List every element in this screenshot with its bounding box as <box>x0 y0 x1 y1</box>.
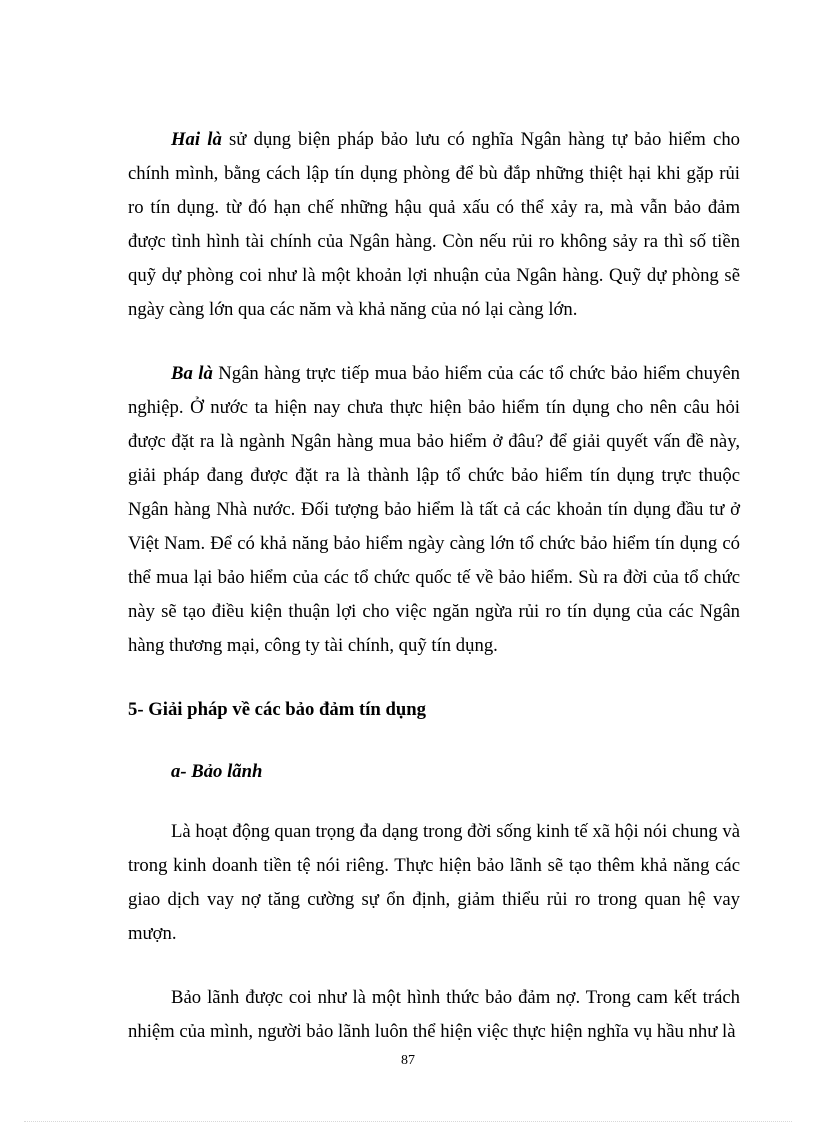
paragraph-bao-lanh-def <box>128 981 740 1049</box>
paragraph-body: Bảo lãnh được coi như là một hình thức bảo đảm nợ. Trong cam kết trách nhiệm của mình, người bảo lãnh luôn thể hiện việc thực hiện nghĩa vụ hầu như là <box>128 987 740 1042</box>
paragraph-body: Ngân hàng trực tiếp mua bảo hiểm của các tổ chức bảo hiểm chuyên nghiệp. Ở nước ta hiện nay chưa thực hiện bảo hiểm tín dụng cho nên câu hỏi được đặt ra là ngành Ngân hàng mua bảo hiểm ở đâu? để giải quyết vấn đề này, giải pháp đang được đặt ra là thành lập tổ chức bảo hiểm tín dụng trực thuộc Ngân hàng Nhà nước. Đối tượng bảo hiểm là tất cả các khoản tín dụng đầu tư ở Việt Nam. Để có khả năng bảo hiểm ngày càng lớn tổ chức bảo hiểm tín dụng có thể mua lại bảo hiểm của các tổ chức quốc tế về bảo hiểm. Sù ra đời của tổ chức này sẽ tạo điều kiện thuận lợi cho việc ngăn ngừa rủi ro tín dụng của các Ngân hàng thương mại, công ty tài chính, quỹ tín dụng. <box>128 363 740 656</box>
paragraph-lead: Hai là <box>171 129 222 150</box>
section-heading: 5- Giải pháp về các bảo đảm tín dụng <box>128 699 427 720</box>
page-edge-divider <box>24 1121 792 1122</box>
paragraph-ba-la <box>128 357 740 663</box>
paragraph-body: sử dụng biện pháp bảo lưu có nghĩa Ngân hàng tự bảo hiểm cho chính mình, bằng cách lập tín dụng phòng để bù đắp những thiệt hại khi gặp rủi ro tín dụng. từ đó hạn chế những hậu quả xấu có thể xảy ra, mà vẫn bảo đảm được tình hình tài chính của Ngân hàng. Còn nếu rủi ro không sảy ra thì số tiền quỹ dự phòng coi như là một khoản lợi nhuận của Ngân hàng. Quỹ dự phòng sẽ ngày càng lớn qua các năm và khả năng của nó lại càng lớn. <box>128 129 741 320</box>
section-heading-wrap <box>128 693 740 727</box>
paragraph-bao-lanh-intro <box>128 815 740 951</box>
subsection-heading-wrap <box>128 755 740 789</box>
subsection-heading: a- Bảo lãnh <box>171 761 263 782</box>
paragraph-hai-la <box>128 123 740 327</box>
paragraph-body: Là hoạt động quan trọng đa dạng trong đời sống kinh tế xã hội nói chung và trong kinh doanh tiền tệ nói riêng. Thực hiện bảo lãnh sẽ tạo thêm khả năng các giao dịch vay nợ tăng cường sự ổn định, giảm thiểu rủi ro trong quan hệ vay mượn. <box>128 821 740 944</box>
page-number: 87 <box>401 1053 415 1068</box>
paragraph-lead: Ba là <box>171 363 213 384</box>
